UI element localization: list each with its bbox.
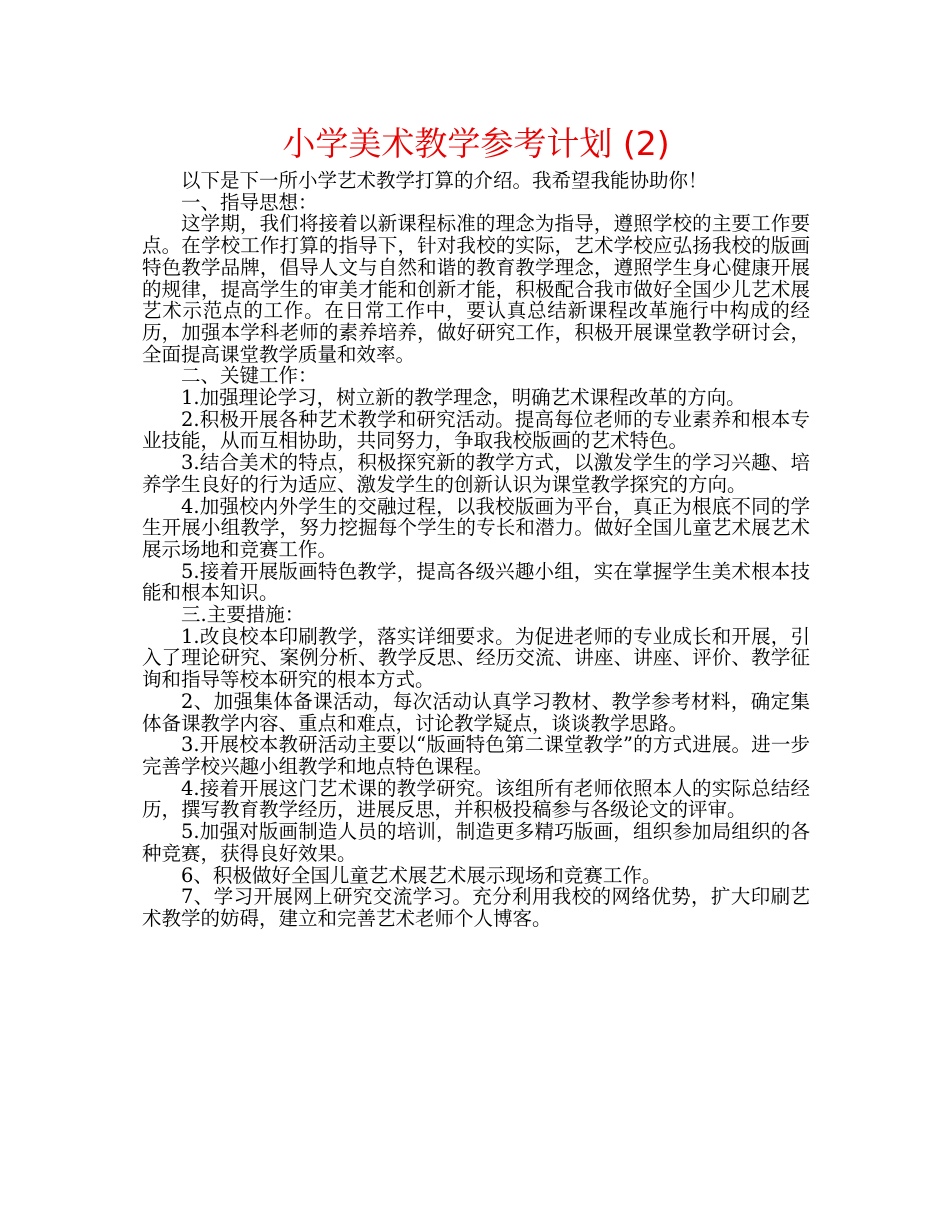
- key-work-item-5: 5.接着开展版画特色教学，提高各级兴趣小组，实在掌握学生美术根本技能和根本知识。: [142, 559, 810, 605]
- section-heading-guiding-ideas: 一、指导思想：: [181, 190, 318, 214]
- intro-paragraph: 以下是下一所小学艺术教学打算的介绍。我希望我能协助你！: [181, 169, 708, 192]
- section-heading-key-work: 二、关键工作：: [181, 364, 318, 388]
- section-heading-main-measures: 三.主要措施：: [181, 603, 305, 627]
- paragraph-guiding-ideas: 这学期，我们将接着以新课程标准的理念为指导，遵照学校的主要工作要点。在学校工作打算的指导下，针对我校的实际，艺术学校应弘扬我校的版画特色教学品牌，倡导人文与自然和谐的教育教学理念，遵照学生身心健康开展的规律，提高学生的审美才能和创新才能，积极配合我市做好全国少儿艺术展艺术示范点的工作。在日常工作中，要认真总结新课程改革施行中构成的经历，加强本学科老师的素养培养，做好研究工作，积极开展课堂教学研讨会，全面提高课堂教学质量和效率。: [142, 212, 810, 366]
- document-title: 小学美术教学参考计划 (2): [282, 124, 670, 163]
- measure-item-4: 4.接着开展这门艺术课的教学研究。该组所有老师依照本人的实际总结经历，撰写教育教学经历，进展反思，并积极投稿参与各级论文的评审。: [142, 776, 810, 822]
- key-work-item-2: 2.积极开展各种艺术教学和研究活动。提高每位老师的专业素养和根本专业技能，从而互相协助，共同努力，争取我校版画的艺术特色。: [142, 407, 810, 453]
- measure-item-7: 7、学习开展网上研究交流学习。充分利用我校的网络优势，扩大印刷艺术教学的妨碍，建立和完善艺术老师个人博客。: [142, 885, 810, 930]
- measure-item-6: 6、积极做好全国儿童艺术展艺术展示现场和竞赛工作。: [181, 863, 662, 887]
- measure-item-2: 2、加强集体备课活动，每次活动认真学习教材、教学参考材料，确定集体备课教学内容、重点和难点，讨论教学疑点，谈谈教学思路。: [142, 689, 810, 735]
- document-page: [142, 118, 810, 930]
- key-work-item-3: 3.结合美术的特点，积极探究新的教学方式，以激发学生的学习兴趣、培养学生良好的行为适应、激发学生的创新认识为课堂教学探究的方向。: [142, 451, 810, 496]
- measure-item-1: 1.改良校本印刷教学，落实详细要求。为促进老师的专业成长和开展，引入了理论研究、案例分析、教学反思、经历交流、讲座、讲座、评价、教学征询和指导等校本研究的根本方式。: [142, 624, 810, 692]
- measure-item-3: 3.开展校本教研活动主要以“版画特色第二课堂教学”的方式进展。进一步完善学校兴趣小组教学和地点特色课程。: [142, 733, 810, 778]
- key-work-item-4: 4.加强校内外学生的交融过程，以我校版画为平台，真正为根底不同的学生开展小组教学，努力挖掘每个学生的专长和潜力。做好全国儿童艺术展艺术展示场地和竞赛工作。: [142, 494, 810, 561]
- document-body: [142, 170, 810, 930]
- measure-item-5: 5.加强对版画制造人员的培训，制造更多精巧版画，组织参加局组织的各种竞赛，获得良好效果。: [142, 820, 810, 865]
- key-work-item-1: 1.加强理论学习，树立新的教学理念，明确艺术课程改革的方向。: [181, 386, 746, 410]
